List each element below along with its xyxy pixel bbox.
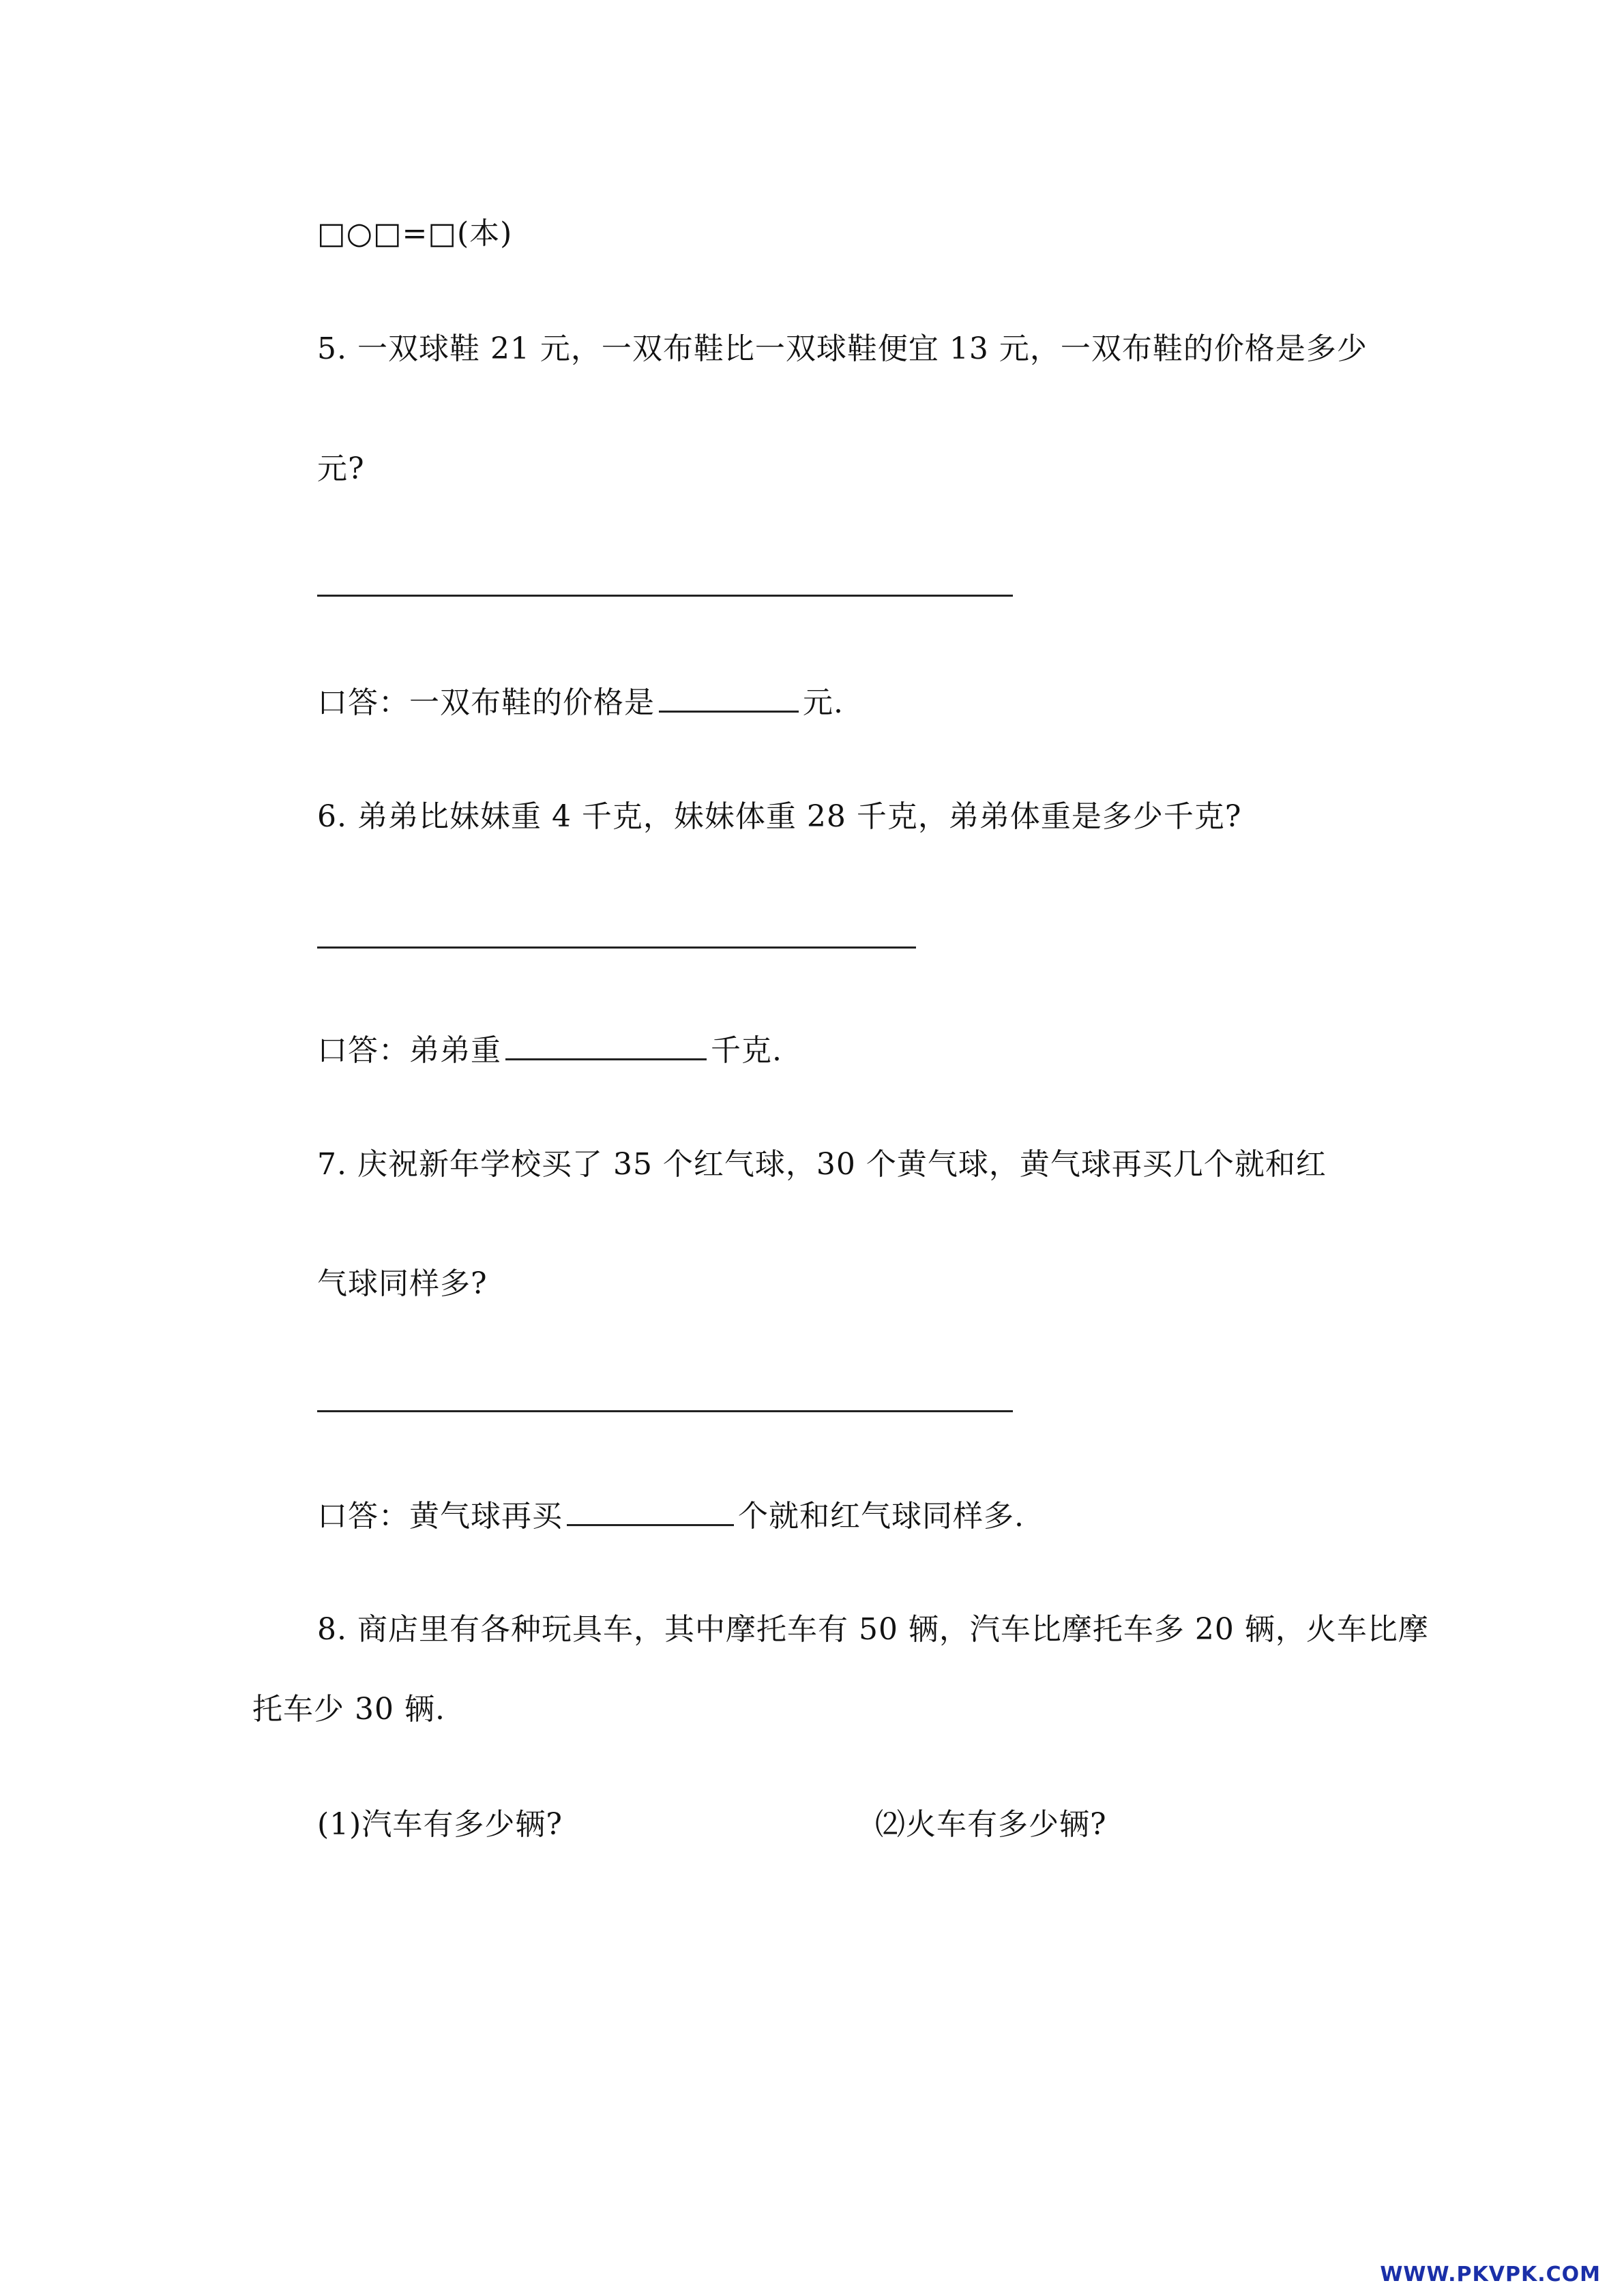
question-8-text-cont: 托车少 30 辆. xyxy=(252,1692,445,1727)
question-6-answer xyxy=(317,1030,782,1070)
answer-blank[interactable] xyxy=(567,1495,734,1526)
question-5-text: 5. 一双球鞋 21 元，一双布鞋比一双球鞋便宜 13 元，一双布鞋的价格是多少 xyxy=(317,331,1368,366)
question-6-work-line xyxy=(317,946,916,949)
question-5-work-line xyxy=(317,595,1013,597)
answer-prefix: 口答：黄气球再买 xyxy=(317,1499,563,1534)
question-5-answer xyxy=(317,682,844,722)
answer-suffix: 元. xyxy=(803,685,844,720)
answer-blank[interactable] xyxy=(659,682,799,713)
question-7-work-line xyxy=(317,1410,1013,1412)
answer-suffix: 个就和红气球同样多. xyxy=(738,1499,1024,1534)
question-8-text: 8. 商店里有各种玩具车，其中摩托车有 50 辆，汽车比摩托车多 20 辆，火车比摩 xyxy=(317,1612,1429,1647)
answer-suffix: 千克. xyxy=(711,1033,782,1068)
question-5-text-cont: 元? xyxy=(317,451,365,486)
question-7-text: 7. 庆祝新年学校买了 35 个红气球，30 个黄气球，黄气球再买几个就和红 xyxy=(317,1147,1327,1182)
question-7-answer xyxy=(317,1495,1024,1536)
question-8-sub-2: ⑵火车有多少辆? xyxy=(875,1807,1107,1842)
formula-line: □○□=□(本) xyxy=(317,216,513,251)
question-7-text-cont: 气球同样多? xyxy=(317,1266,488,1301)
answer-blank[interactable] xyxy=(505,1030,707,1060)
answer-prefix: 口答：一双布鞋的价格是 xyxy=(317,685,655,720)
site-watermark: WWW.PKVPK.COM xyxy=(1380,2263,1601,2286)
question-8-sub-1: (1)汽车有多少辆? xyxy=(317,1807,563,1842)
answer-prefix: 口答：弟弟重 xyxy=(317,1033,501,1068)
question-6-text: 6. 弟弟比妹妹重 4 千克，妹妹体重 28 千克，弟弟体重是多少千克? xyxy=(317,799,1242,834)
